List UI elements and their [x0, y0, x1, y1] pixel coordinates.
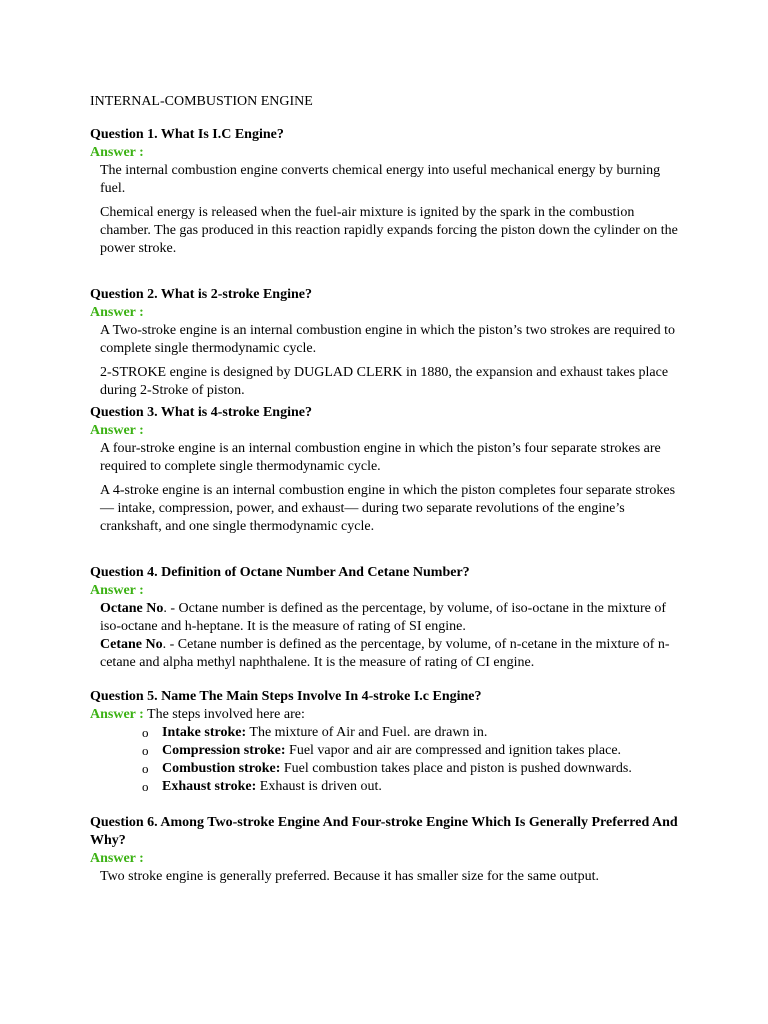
answer-paragraph: Chemical energy is released when the fuel-air mixture is ignited by the spark in the combustion chamber. The gas produced in this reaction rapidly expands forcing the piston down the cylinder on the power stroke.	[100, 205, 678, 256]
answer-label: Answer :	[90, 305, 144, 320]
document-title: INTERNAL-COMBUSTION ENGINE	[90, 94, 313, 109]
step-text: The mixture of Air and Fuel. are drawn in.	[246, 725, 488, 740]
answer-paragraph: 2-STROKE engine is designed by DUGLAD CLERK in 1880, the expansion and exhaust takes place during 2-Stroke of piston.	[100, 365, 669, 398]
step-text: Exhaust is driven out.	[256, 779, 382, 794]
answer-label: Answer :	[90, 707, 144, 722]
question-block-6	[90, 814, 680, 886]
octane-text: . - Octane number is defined as the percentage, by volume, of iso-octane in the mixture of iso-octane and h-heptane. It is the measure of rating of SI engine.	[100, 601, 667, 634]
bullet-icon: o	[142, 761, 149, 776]
question-block-3	[90, 404, 680, 536]
list-item	[142, 742, 680, 760]
octane-definition	[100, 600, 680, 636]
question-block-1	[90, 126, 680, 258]
step-term: Intake stroke:	[162, 725, 247, 740]
question-heading: Question 1. What Is I.C Engine?	[90, 127, 284, 142]
answer-label: Answer :	[90, 851, 144, 866]
answer-line	[90, 706, 680, 724]
cetane-term: Cetane No	[100, 637, 163, 652]
answer-paragraph: Two stroke engine is generally preferred. Because it has smaller size for the same output.	[100, 869, 599, 884]
octane-term: Octane No	[100, 601, 164, 616]
bullet-icon: o	[142, 725, 149, 740]
question-block-5	[90, 688, 680, 796]
cetane-definition	[100, 636, 680, 672]
answer-paragraph: A 4-stroke engine is an internal combustion engine in which the piston completes four separate strokes— intake, compression, power, and exhaust— during two separate revolutions of the engine’s crankshaft, and one single thermodynamic cycle.	[100, 483, 676, 534]
step-term: Exhaust stroke:	[162, 779, 257, 794]
list-item	[142, 760, 680, 778]
step-text: Fuel combustion takes place and piston is pushed downwards.	[280, 761, 632, 776]
question-heading: Question 4. Definition of Octane Number And Cetane Number?	[90, 565, 470, 580]
step-term: Compression stroke:	[162, 743, 286, 758]
bullet-icon: o	[142, 779, 149, 794]
answer-intro: The steps involved here are:	[143, 707, 305, 722]
answer-paragraph: A four-stroke engine is an internal combustion engine in which the piston’s four separate strokes are required to complete single thermodynamic cycle.	[100, 441, 661, 474]
steps-list	[90, 724, 680, 796]
answer-paragraph: The internal combustion engine converts chemical energy into useful mechanical energy by burning fuel.	[100, 163, 661, 196]
question-block-4	[90, 564, 680, 672]
cetane-text: . - Cetane number is defined as the percentage, by volume, of n-cetane in the mixture of n-cetane and alpha methyl naphthalene. It is the measure of rating of CI engine.	[100, 637, 670, 670]
question-heading: Question 2. What is 2-stroke Engine?	[90, 287, 312, 302]
question-heading: Question 3. What is 4-stroke Engine?	[90, 405, 312, 420]
answer-label: Answer :	[90, 423, 144, 438]
answer-label: Answer :	[90, 145, 144, 160]
bullet-icon: o	[142, 743, 149, 758]
answer-label: Answer :	[90, 583, 144, 598]
step-term: Combustion stroke:	[162, 761, 281, 776]
step-text: Fuel vapor and air are compressed and ignition takes place.	[285, 743, 622, 758]
list-item	[142, 724, 680, 742]
question-heading: Question 6. Among Two-stroke Engine And Four-stroke Engine Which Is Generally Preferred And Why?	[90, 815, 678, 848]
question-heading: Question 5. Name The Main Steps Involve In 4-stroke I.c Engine?	[90, 689, 482, 704]
document-page	[90, 93, 680, 886]
answer-paragraph: A Two-stroke engine is an internal combustion engine in which the piston’s two strokes are required to complete single thermodynamic cycle.	[100, 323, 675, 356]
question-block-2	[90, 286, 680, 400]
list-item	[142, 778, 680, 796]
